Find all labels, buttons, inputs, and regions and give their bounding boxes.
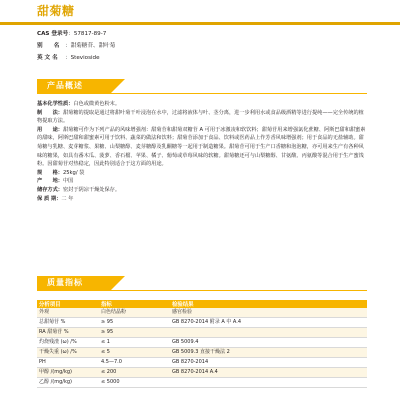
- cell-spec: 白色结晶粉: [99, 308, 170, 318]
- cell-method: GB 8270-2014 A.4: [170, 368, 272, 378]
- section-header-spec: 质量指标: [37, 276, 111, 290]
- cell-method: GB 8270-2014: [170, 358, 272, 368]
- origin-label: 产 地：: [37, 178, 63, 185]
- cell-item: 灼烧残渣 (ω) /%: [37, 338, 99, 348]
- preparation-value: 甜菊糖的提取是通过将甜叶菊干叶浸泡在水中，过滤将液体与叶、茎分离，进一步利用水或食品级酒精等进行提纯——完全传统的植物提取方法。: [37, 109, 364, 125]
- usage-label: 用 途：: [37, 126, 63, 133]
- cell-spec: ≥ 95: [99, 328, 170, 338]
- storage-label: 储存方式：: [37, 186, 63, 193]
- cell-method: GB 5009.3 直接干燥法 2: [170, 348, 272, 358]
- origin: [37, 177, 367, 186]
- cell-method: GB 5009.4: [170, 338, 272, 348]
- origin-value: 中国: [62, 178, 74, 185]
- table-row: [37, 378, 367, 388]
- section-header-overview: 产品概述: [37, 79, 111, 93]
- cell-item: 干燥失重 (ω) /%: [37, 348, 99, 358]
- cell-method: GB 8270-2014 附录 A 中 A.4: [170, 318, 272, 328]
- cell-spec: 4.5—7.0: [99, 358, 170, 368]
- table-header-row: [37, 300, 367, 308]
- column-header-spec: 指标: [99, 300, 170, 308]
- chemical-value: 白色或微黄色粉末。: [73, 101, 121, 107]
- table-row: [37, 368, 367, 378]
- chemical-properties: [37, 100, 367, 109]
- column-header-method: 检验结果: [170, 300, 272, 308]
- packaging: [37, 169, 367, 178]
- storage-value: 密封于阴凉干燥处保存。: [62, 186, 121, 193]
- shelf-life-value: 二 年: [61, 195, 74, 202]
- cell-method: [170, 378, 272, 388]
- cell-spec: ≤ 1: [99, 338, 170, 348]
- table-row: [37, 338, 367, 348]
- cell-spec: ≤ 200: [99, 368, 170, 378]
- packaging-value: 25kg/ 袋: [62, 169, 85, 176]
- shelf-life: [37, 195, 367, 204]
- english-name-label: 英 文 名: [37, 55, 58, 61]
- english-name-value: Stevioside: [70, 55, 100, 61]
- alias-value: 甜菊糖苷、甜叶菊: [70, 43, 116, 49]
- cell-method: [170, 328, 272, 338]
- cell-item: 总甜菊苷 %: [37, 318, 99, 328]
- cell-spec: ≤ 5000: [99, 378, 170, 388]
- cell-spec: ≥ 95: [99, 318, 170, 328]
- alias-label: 别 名: [37, 43, 60, 49]
- cas-row: CAS 登录号：57817-89-7: [37, 31, 107, 37]
- cell-item: 乙醇 /(mg/kg): [37, 378, 99, 388]
- cell-item: PH: [37, 358, 99, 368]
- page-title: 甜菊糖: [37, 4, 75, 18]
- alias-row: 别 名 ：甜菊糖苷、甜叶菊: [37, 43, 116, 49]
- preparation-label: 制 法：: [37, 109, 63, 116]
- product-overview: [37, 100, 367, 203]
- preparation: [37, 109, 367, 126]
- usage: [37, 126, 367, 169]
- cell-item: RA 甜菊苷 %: [37, 328, 99, 338]
- cell-item: 甲醇 /(mg/kg): [37, 368, 99, 378]
- chemical-label: 基本化学性质：: [37, 101, 74, 107]
- usage-value: 甜菊糖可作为下列产品的风味增强剂：甜菊苷和甜菊双糖苷 A 可用于冰激凌和软饮料；甜菊苷用来增强氯化蔗糖、阿斯巴甜和甜蜜素的甜味，阿斯巴甜和甜蜜素可用于饮料、蔬菜的做法和饮料；甜菊苷添加于食品、饮料或医药品上作芳香风味增强剂；用于食品的无盐辅助。甜菊糖与乳糖、麦芽糖浆、果糖、山梨糖醇、麦芽糖醇及乳酮糖等一起用于制造糖果。甜菊苷可用于生产口香糖和泡泡糖，亦可用来生产有各种风味的糖果，如具有番木瓜、菠萝、香石榴、苹果、橘子、葡萄或草莓风味的软糖。甜菊糖还可与山梨糖醇、甘氨酸、丙氨酸等混合用于生产蜜饯粉。因甜菊苷对热稳定，因此特别适合于这方面的用途。: [37, 126, 366, 168]
- section-divider-overview: [37, 93, 367, 94]
- storage: [37, 186, 367, 195]
- column-header-item: 分析项目: [37, 300, 99, 308]
- packaging-label: 规 格：: [37, 169, 63, 176]
- shelf-life-label: 保 质 期：: [37, 195, 62, 202]
- table-row: [37, 348, 367, 358]
- table-row: [37, 358, 367, 368]
- column-header-blank: [272, 300, 367, 308]
- section-divider-spec: [37, 290, 367, 291]
- cell-spec: ≤ 5: [99, 348, 170, 358]
- table-row: [37, 318, 367, 328]
- table-row: [37, 308, 367, 318]
- table-row: [37, 328, 367, 338]
- english-name-row: 英 文 名 ：Stevioside: [37, 55, 100, 61]
- cas-value: 57817-89-7: [73, 31, 107, 37]
- quality-spec-table: [37, 300, 367, 388]
- cell-method: 感官检验: [170, 308, 272, 318]
- cas-label: CAS 登录号: [37, 31, 69, 37]
- title-underline: [0, 22, 400, 25]
- cell-item: 外观: [37, 308, 99, 318]
